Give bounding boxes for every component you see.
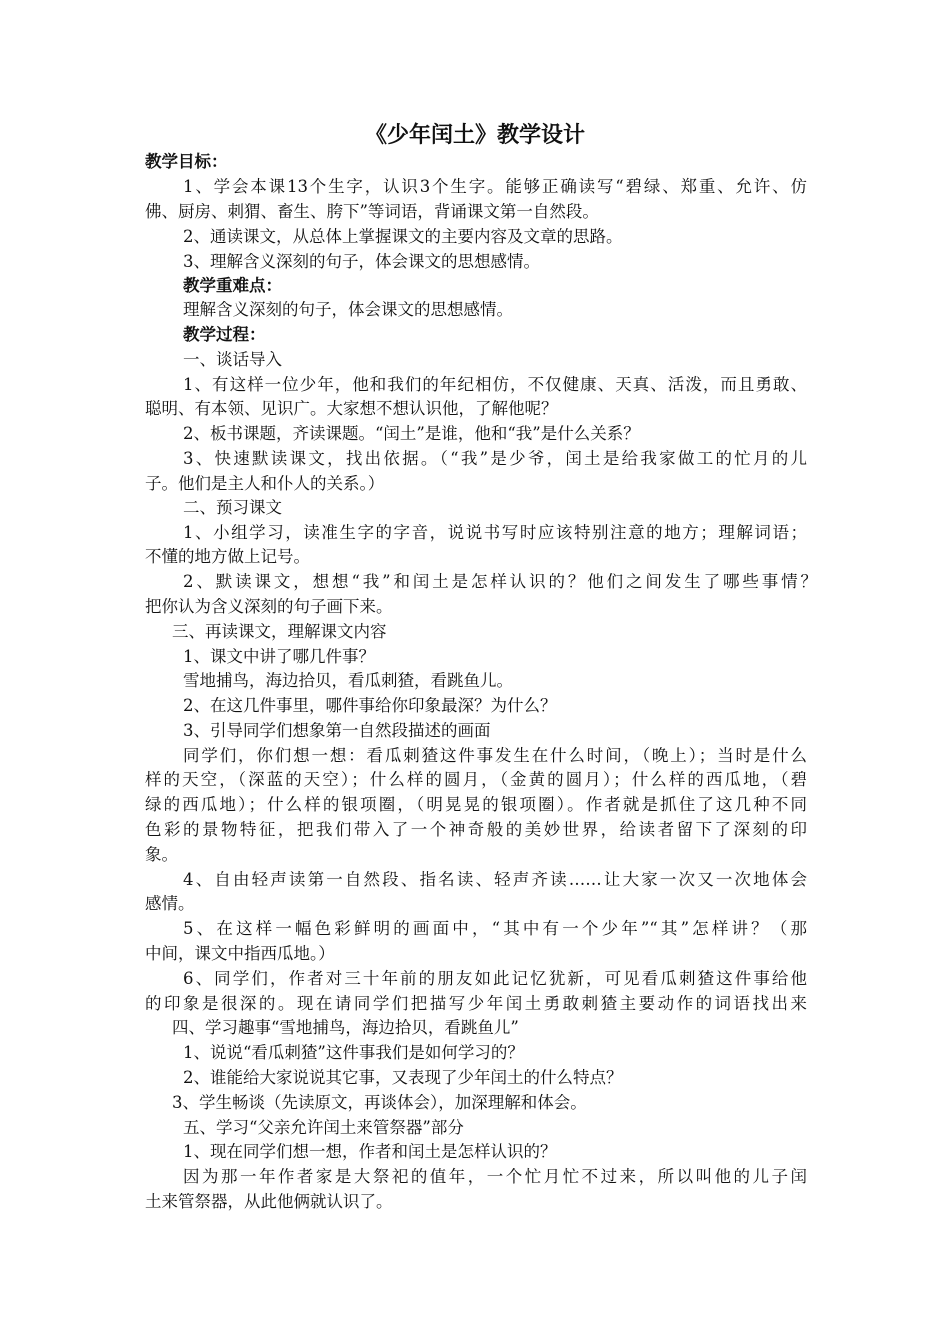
- paragraph-line: 3、学生畅谈（先读原文，再谈体会），加深理解和体会。: [172, 1093, 587, 1112]
- paragraph-line: 5、在这样一幅色彩鲜明的画面中，“其中有一个少年”“其”怎样讲？（那: [183, 919, 807, 938]
- paragraph-line: 样的天空，（深蓝的天空）；什么样的圆月，（金黄的圆月）；什么样的西瓜地，（碧: [145, 770, 807, 789]
- paragraph-line: 聪明、有本领、见识广。大家想不想认识他，了解他呢？: [145, 399, 558, 418]
- paragraph-line: 3、快速默读课文，找出依据。（“我”是少爷，闰土是给我家做工的忙月的儿: [183, 449, 807, 468]
- paragraph-line: 6、同学们，作者对三十年前的朋友如此记忆犹新，可见看瓜刺猹这件事给他: [183, 969, 807, 988]
- paragraph-line: 1、课文中讲了哪几件事？: [183, 647, 375, 666]
- paragraph-line: 中间，课文中指西瓜地。）: [145, 944, 335, 963]
- paragraph-line: 象。: [145, 845, 178, 864]
- paragraph-line: 2、谁能给大家说说其它事，又表现了少年闰土的什么特点？: [183, 1068, 623, 1087]
- paragraph-line: 色彩的景物特征，把我们带入了一个神奇般的美妙世界，给读者留下了深刻的印: [145, 820, 807, 839]
- paragraph-line: 感情。: [145, 894, 195, 913]
- paragraph-line: 4、自由轻声读第一自然段、指名读、轻声齐读……让大家一次又一次地体会: [183, 870, 807, 889]
- section-heading: 四、学习趣事“雪地捕鸟，海边拾贝，看跳鱼儿”: [172, 1018, 519, 1037]
- heading-teaching-process: 教学过程：: [183, 325, 266, 344]
- paragraph-line: 1、小组学习，读准生字的字音，说说书写时应该特别注意的地方；理解词语；: [183, 523, 807, 542]
- heading-teaching-goals: 教学目标：: [145, 152, 228, 171]
- paragraph-line: 的印象是很深的。现在请同学们把描写少年闰土勇敢刺猹主要动作的词语找出来: [145, 994, 807, 1013]
- paragraph-line: 绿的西瓜地）；什么样的银项圈，（明晃晃的银项圈）。作者就是抓住了这几种不同: [145, 795, 807, 814]
- paragraph-line: 1、学会本课13个生字，认识3个生字。能够正确读写“碧绿、郑重、允许、仿: [183, 177, 807, 196]
- paragraph-line: 雪地捕鸟，海边拾贝，看瓜刺猹，看跳鱼儿。: [183, 671, 513, 690]
- paragraph-line: 2、板书课题，齐读课题。“闰土”是谁，他和“我”是什么关系？: [183, 424, 640, 443]
- paragraph-line: 同学们，你们想一想：看瓜刺猹这件事发生在什么时间，（晚上）；当时是什么: [183, 746, 807, 765]
- paragraph-line: 1、现在同学们想一想，作者和闰土是怎样认识的？: [183, 1142, 557, 1161]
- paragraph-line: 不懂的地方做上记号。: [145, 547, 310, 566]
- document-title: 《少年闰土》教学设计: [364, 123, 585, 148]
- paragraph-line: 3、理解含义深刻的句子，体会课文的思想感情。: [183, 252, 540, 271]
- paragraph-line: 土来管祭器，从此他俩就认识了。: [145, 1192, 393, 1211]
- paragraph-line: 1、说说“看瓜刺猹”这件事我们是如何学习的？: [183, 1043, 524, 1062]
- section-heading: 一、谈话导入: [183, 350, 282, 369]
- paragraph-line: 因为那一年作者家是大祭祀的值年，一个忙月忙不过来，所以叫他的儿子闰: [183, 1167, 807, 1186]
- paragraph-line: 3、引导同学们想象第一自然段描述的画面: [183, 721, 491, 740]
- paragraph-line: 2、通读课文，从总体上掌握课文的主要内容及文章的思路。: [183, 227, 623, 246]
- section-heading: 二、预习课文: [183, 498, 282, 517]
- paragraph-line: 理解含义深刻的句子，体会课文的思想感情。: [183, 300, 513, 319]
- paragraph-line: 把你认为含义深刻的句子画下来。: [145, 597, 393, 616]
- section-heading: 五、学习“父亲允许闰土来管祭器”部分: [183, 1118, 464, 1137]
- paragraph-line: 佛、厨房、刺猬、畜生、胯下”等词语，背诵课文第一自然段。: [145, 202, 599, 221]
- section-heading: 三、再读课文，理解课文内容: [172, 622, 387, 641]
- paragraph-line: 2、默读课文，想想“我”和闰土是怎样认识的？他们之间发生了哪些事情？: [183, 572, 817, 591]
- paragraph-line: 子。他们是主人和仆人的关系。）: [145, 474, 385, 493]
- heading-key-points: 教学重难点：: [183, 276, 282, 295]
- paragraph-line: 2、在这几件事里，哪件事给你印象最深？为什么？: [183, 696, 557, 715]
- paragraph-line: 1、有这样一位少年，他和我们的年纪相仿，不仅健康、天真、活泼，而且勇敢、: [183, 375, 807, 394]
